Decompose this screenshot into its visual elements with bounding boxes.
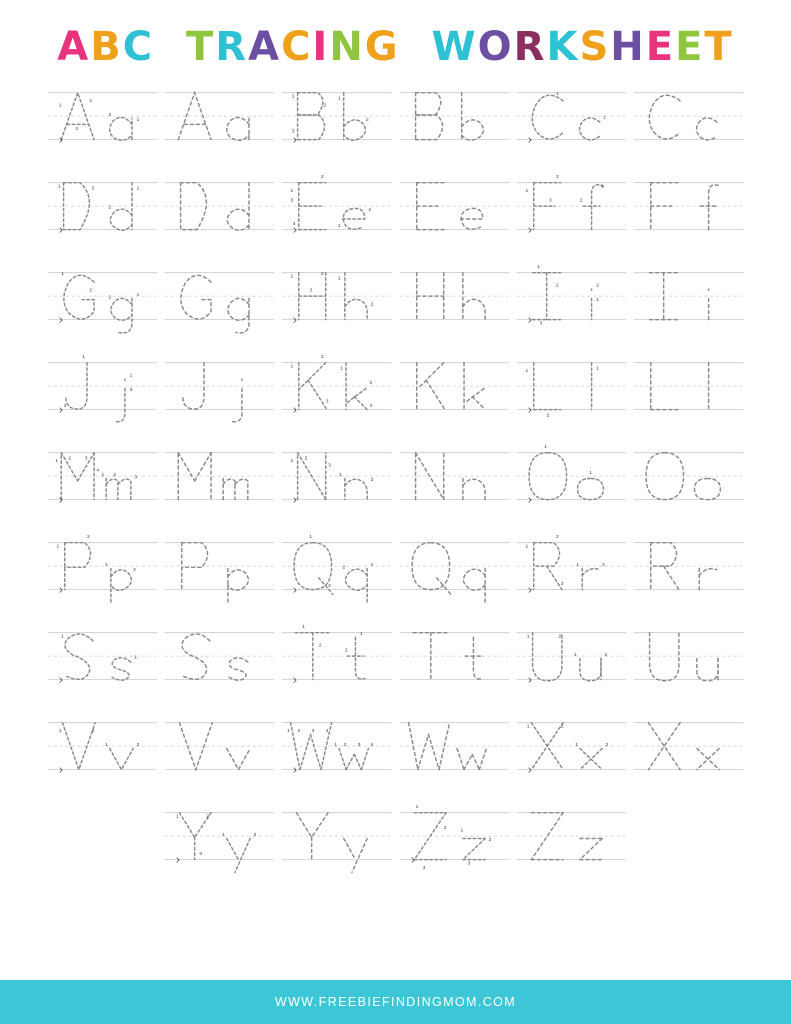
svg-text:1: 1 (334, 743, 338, 749)
svg-text:2: 2 (443, 826, 446, 832)
svg-text:2: 2 (366, 117, 369, 123)
tracing-cell-Uu-guided (515, 618, 628, 706)
svg-text:1: 1 (525, 189, 529, 195)
svg-text:1: 1 (81, 355, 85, 361)
svg-text:1: 1 (136, 186, 139, 192)
svg-text:2: 2 (108, 113, 111, 119)
svg-text:2: 2 (323, 103, 327, 109)
svg-text:1: 1 (526, 724, 530, 730)
tracing-cell-Ff-dashed (632, 168, 745, 256)
title-letter: R (215, 24, 249, 70)
svg-text:1: 1 (290, 274, 294, 280)
tracing-cell-Pp-guided (46, 528, 159, 616)
title-letter: N (329, 24, 365, 70)
svg-text:1: 1 (338, 224, 341, 230)
svg-text:3: 3 (133, 475, 137, 481)
svg-text:3: 3 (422, 865, 425, 871)
svg-text:1: 1 (525, 369, 529, 375)
tracing-cell-Mm-guided (46, 438, 159, 526)
tracing-grid (46, 78, 746, 886)
tracing-cell-Zz-dashed (515, 798, 628, 886)
svg-text:2: 2 (555, 283, 559, 289)
tracing-cell-Vv-dashed (163, 708, 276, 796)
svg-text:1: 1 (573, 653, 577, 659)
svg-text:1: 1 (290, 459, 294, 465)
svg-text:1: 1 (290, 189, 294, 195)
svg-text:2: 2 (206, 814, 209, 820)
svg-text:1: 1 (133, 655, 137, 661)
svg-text:3: 3 (291, 129, 295, 135)
tracing-cell-empty (46, 798, 159, 886)
title-letter: A (248, 24, 282, 70)
svg-text:1: 1 (100, 473, 104, 479)
svg-text:2: 2 (345, 648, 348, 654)
title-letter: O (477, 24, 514, 70)
svg-text:2: 2 (369, 380, 373, 386)
title-letter: W (431, 24, 478, 70)
svg-text:2: 2 (108, 295, 111, 301)
svg-text:2: 2 (579, 198, 583, 204)
tracing-cell-Yy-guided (163, 798, 276, 886)
svg-text:2: 2 (91, 186, 94, 192)
svg-text:1: 1 (129, 373, 132, 379)
svg-text:4: 4 (370, 743, 374, 749)
title-letter: C (122, 24, 155, 70)
svg-text:1: 1 (60, 634, 64, 640)
tracing-cell-Dd-dashed (163, 168, 276, 256)
svg-text:2: 2 (601, 563, 605, 569)
svg-text:2: 2 (304, 456, 308, 462)
svg-text:2: 2 (91, 729, 94, 735)
svg-text:1: 1 (54, 459, 58, 465)
tracing-cell-Ll-dashed (632, 348, 745, 436)
svg-text:2: 2 (370, 302, 374, 308)
svg-text:2: 2 (342, 565, 346, 571)
tracing-cell-Bb-guided (280, 78, 393, 166)
svg-text:1: 1 (302, 624, 306, 630)
footer-website-text: WWW.FREEBIEFINDINGMOM.COM (274, 995, 517, 1009)
tracing-cell-Pp-dashed (163, 528, 276, 616)
svg-text:1: 1 (589, 470, 592, 476)
svg-text:1: 1 (309, 534, 313, 540)
svg-text:2: 2 (297, 729, 301, 735)
svg-text:1: 1 (340, 366, 344, 372)
tracing-cell-Kk-dashed (398, 348, 511, 436)
tracing-cell-Yy-dashed (280, 798, 393, 886)
svg-text:1: 1 (339, 473, 342, 479)
svg-text:2: 2 (546, 413, 550, 419)
title-letter: R (513, 24, 547, 70)
tracing-cell-Gg-guided (46, 258, 159, 346)
title-letter: T (704, 24, 734, 70)
svg-text:2: 2 (321, 272, 324, 278)
svg-text:1: 1 (338, 276, 341, 282)
svg-text:3: 3 (548, 198, 552, 204)
tracing-cell-Tt-guided (280, 618, 393, 706)
tracing-cell-Ff-guided (515, 168, 628, 256)
svg-text:1: 1 (603, 115, 606, 121)
svg-text:1: 1 (360, 632, 363, 638)
tracing-cell-Qq-dashed (398, 528, 511, 616)
svg-text:2: 2 (132, 567, 136, 573)
svg-text:3: 3 (325, 399, 329, 405)
tracing-cell-empty (632, 798, 745, 886)
svg-text:1: 1 (525, 544, 529, 550)
title-letter: A (57, 24, 91, 70)
svg-text:2: 2 (321, 174, 324, 180)
svg-text:1: 1 (104, 743, 108, 749)
svg-text:1: 1 (60, 272, 64, 278)
tracing-cell-Ee-guided (280, 168, 393, 256)
svg-text:1: 1 (338, 96, 341, 102)
footer-bar (0, 980, 791, 1024)
svg-text:1: 1 (596, 366, 599, 372)
title-letter: H (610, 24, 646, 70)
tracing-cell-Ll-guided (515, 348, 628, 436)
svg-text:1: 1 (221, 833, 225, 839)
svg-text:2: 2 (555, 535, 559, 541)
svg-text:1: 1 (415, 805, 418, 811)
svg-text:3: 3 (309, 288, 313, 294)
svg-text:1: 1 (56, 544, 59, 550)
svg-text:3: 3 (84, 456, 87, 462)
title-letter: G (364, 24, 400, 70)
svg-text:1: 1 (290, 364, 294, 370)
title-letter (400, 26, 432, 68)
tracing-cell-Uu-dashed (632, 618, 745, 706)
tracing-cell-Ee-dashed (398, 168, 511, 256)
tracing-cell-Ii-dashed (632, 258, 745, 346)
svg-text:1: 1 (460, 828, 463, 834)
tracing-cell-Ww-dashed (398, 708, 511, 796)
title-letter: E (675, 24, 705, 70)
svg-text:3: 3 (74, 127, 78, 133)
svg-text:2: 2 (328, 584, 331, 590)
svg-text:2: 2 (596, 283, 599, 289)
tracing-cell-Xx-dashed (632, 708, 745, 796)
svg-text:1: 1 (526, 634, 530, 640)
svg-text:1: 1 (537, 265, 540, 271)
svg-text:3: 3 (311, 729, 315, 735)
svg-text:2: 2 (368, 207, 372, 213)
title-letter: I (312, 24, 330, 70)
svg-text:2: 2 (560, 724, 564, 730)
svg-text:2: 2 (343, 743, 347, 749)
svg-text:1: 1 (136, 117, 139, 123)
tracing-cell-Vv-guided (46, 708, 159, 796)
tracing-cell-Oo-guided (515, 438, 628, 526)
tracing-cell-Aa-dashed (163, 78, 276, 166)
tracing-cell-Kk-guided (280, 348, 393, 436)
svg-text:3: 3 (290, 198, 294, 204)
tracing-cell-Tt-dashed (398, 618, 511, 706)
page-title (0, 0, 791, 74)
svg-text:2: 2 (604, 653, 608, 659)
tracing-cell-Gg-dashed (163, 258, 276, 346)
svg-text:2: 2 (112, 473, 116, 479)
svg-text:2: 2 (555, 175, 559, 181)
title-letter: T (185, 24, 216, 70)
svg-text:1: 1 (596, 297, 599, 303)
svg-text:2: 2 (63, 404, 66, 410)
svg-text:2: 2 (605, 743, 609, 749)
svg-text:2: 2 (370, 477, 374, 483)
svg-text:3: 3 (369, 404, 373, 410)
tracing-cell-Dd-guided (46, 168, 159, 256)
svg-text:3: 3 (328, 463, 331, 469)
svg-text:1: 1 (58, 103, 62, 109)
svg-text:1: 1 (136, 293, 139, 299)
tracing-cell-Cc-guided (515, 78, 628, 166)
tracing-cell-Ww-guided (280, 708, 393, 796)
title-letter: E (645, 24, 676, 70)
tracing-cell-Ss-guided (46, 618, 159, 706)
tracing-cell-Rr-guided (515, 528, 628, 616)
tracing-cell-Xx-guided (515, 708, 628, 796)
tracing-cell-Jj-guided (46, 348, 159, 436)
svg-text:1: 1 (575, 743, 578, 749)
tracing-cell-Rr-dashed (632, 528, 745, 616)
svg-text:1: 1 (544, 445, 547, 451)
svg-text:2: 2 (253, 833, 257, 839)
svg-text:2: 2 (88, 288, 92, 294)
tracing-cell-Nn-guided (280, 438, 393, 526)
tracing-cell-Bb-dashed (398, 78, 511, 166)
title-letter: B (90, 24, 123, 70)
svg-text:2: 2 (321, 354, 324, 360)
tracing-cell-Qq-guided (280, 528, 393, 616)
svg-text:1: 1 (370, 563, 374, 569)
tracing-cell-Ss-dashed (163, 618, 276, 706)
tracing-cell-Mm-dashed (163, 438, 276, 526)
svg-text:1: 1 (291, 94, 295, 100)
title-letter (154, 26, 186, 68)
svg-text:1: 1 (57, 184, 60, 190)
svg-text:2: 2 (318, 643, 322, 649)
tracing-cell-Jj-dashed (163, 348, 276, 436)
svg-text:3: 3 (467, 861, 470, 867)
svg-text:3: 3 (539, 321, 543, 327)
svg-text:1: 1 (555, 92, 559, 98)
svg-text:1: 1 (58, 729, 62, 735)
svg-text:3: 3 (129, 387, 132, 393)
svg-text:3: 3 (357, 743, 361, 749)
svg-text:1: 1 (576, 563, 579, 569)
tracing-cell-Hh-guided (280, 258, 393, 346)
tracing-cell-Oo-dashed (632, 438, 745, 526)
svg-text:2: 2 (67, 456, 71, 462)
title-letter: C (281, 24, 313, 70)
svg-text:3: 3 (560, 581, 564, 587)
svg-text:4: 4 (325, 729, 329, 735)
svg-text:3: 3 (199, 851, 202, 857)
svg-text:1: 1 (600, 184, 604, 190)
svg-text:1: 1 (104, 563, 108, 569)
tracing-cell-Zz-guided (398, 798, 511, 886)
svg-text:1: 1 (175, 814, 179, 820)
title-letter: K (546, 24, 580, 70)
tracing-cell-Nn-dashed (398, 438, 511, 526)
svg-text:4: 4 (95, 468, 99, 474)
tracing-cell-Aa-guided (46, 78, 159, 166)
tracing-cell-Hh-dashed (398, 258, 511, 346)
svg-text:2: 2 (136, 743, 139, 749)
tracing-cell-Cc-dashed (632, 78, 745, 166)
svg-text:2: 2 (86, 535, 90, 541)
svg-text:2: 2 (108, 205, 111, 211)
svg-text:4: 4 (293, 221, 296, 227)
svg-text:1: 1 (287, 729, 290, 735)
tracing-cell-Ii-guided (515, 258, 628, 346)
svg-text:2: 2 (558, 634, 561, 640)
svg-text:2: 2 (88, 99, 92, 105)
svg-text:2: 2 (488, 837, 491, 843)
title-letter: S (579, 24, 611, 70)
